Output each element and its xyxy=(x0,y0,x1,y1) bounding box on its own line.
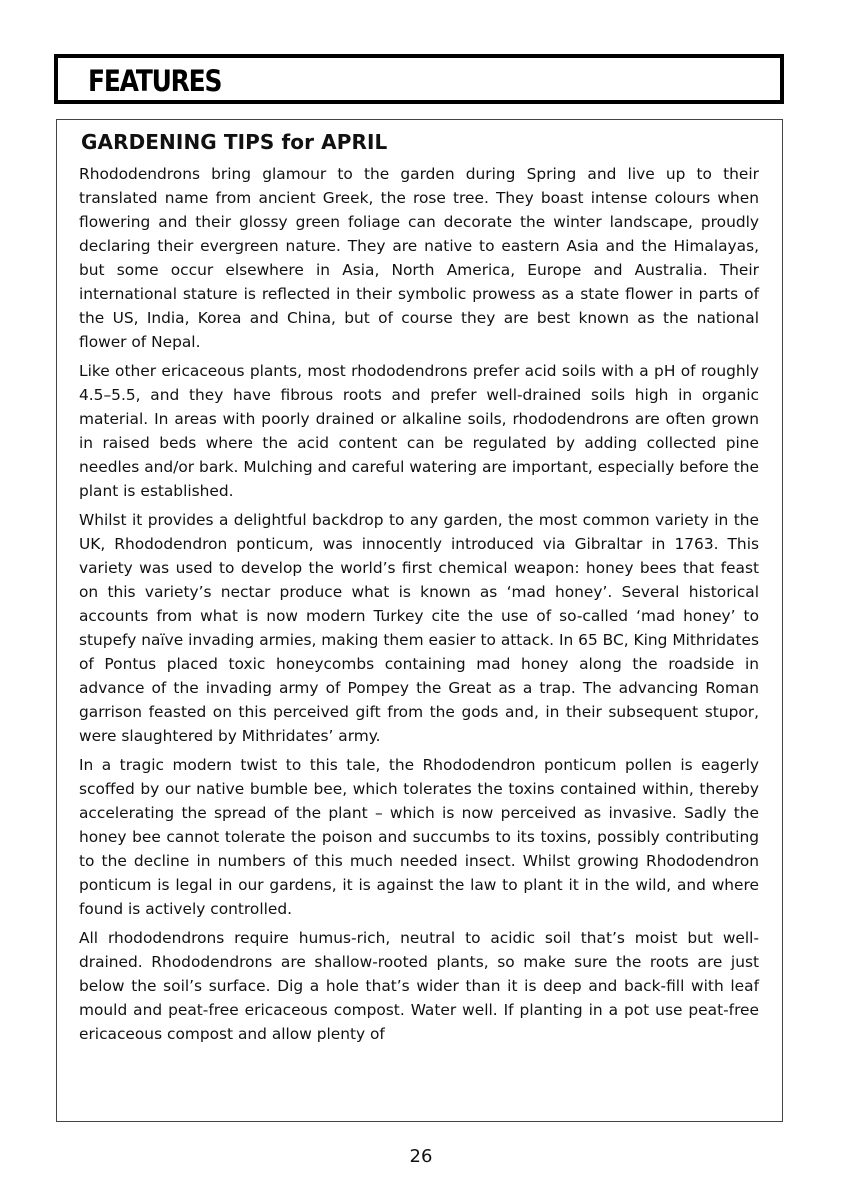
article-paragraph-2: Like other ericaceous plants, most rhododendrons prefer acid soils with a pH of roughly 4.5–5.5, and they have fibrous roots and prefer well-drained soils high in organic material. In areas with poorly drained or alkaline soils, rhododendrons are often grown in raised beds where the acid content can be regulated by adding collected pine needles and/or bark. Mulching and careful watering are important, especially before the plant is established. xyxy=(79,362,759,500)
article-paragraph-3: Whilst it provides a delightful backdrop to any garden, the most common variety in the UK, Rhododendron ponticum, was innocently introduced via Gibraltar in 1763. This variety was used to develop the world’s first chemical weapon: honey bees that feast on this variety’s nectar produce what is known as ‘mad honey’. Several historical accounts from what is now modern Turkey cite the use of so-called ‘mad honey’ to stupefy naïve invading armies, making them easier to attack. In 65 BC, King Mithridates of Pontus placed toxic honeycombs containing mad honey along the roadside in advance of the invading army of Pompey the Great as a trap. The advancing Roman garrison feasted on this perceived gift from the gods and, in their subsequent stupor, were slaughtered by Mithridates’ army. xyxy=(79,511,759,745)
section-label: FEATURES xyxy=(88,64,222,98)
section-header-box xyxy=(54,54,784,104)
article-box xyxy=(56,119,783,1122)
page-number: 26 xyxy=(409,1146,433,1167)
article-paragraph-5: All rhododendrons require humus-rich, neutral to acidic soil that’s moist but well-drained. Rhododendrons are shallow-rooted plants, so make sure the roots are just below the soil’s surface. Dig a hole that’s wider than it is deep and back-fill with leaf mould and peat-free ericaceous compost. Water well. If planting in a pot use peat-free ericaceous compost and allow plenty of xyxy=(79,929,759,1043)
article-title: GARDENING TIPS for APRIL xyxy=(81,130,388,154)
article-paragraph-4: In a tragic modern twist to this tale, the Rhododendron ponticum pollen is eagerly scoffed by our native bumble bee, which tolerates the toxins contained within, thereby accelerating the spread of the plant – which is now perceived as invasive. Sadly the honey bee cannot tolerate the poison and succumbs to its toxins, possibly contributing to the decline in numbers of this much needed insect. Whilst growing Rhododendron ponticum is legal in our gardens, it is against the law to plant it in the wild, and where found is actively controlled. xyxy=(79,756,759,918)
article-paragraph-1: Rhododendrons bring glamour to the garden during Spring and live up to their translated name from ancient Greek, the rose tree. They boast intense colours when flowering and their glossy green foliage can decorate the winter landscape, proudly declaring their evergreen nature. They are native to eastern Asia and the Himalayas, but some occur elsewhere in Asia, North America, Europe and Australia. Their international stature is reflected in their symbolic prowess as a state flower in parts of the US, India, Korea and China, but of course they are best known as the national flower of Nepal. xyxy=(79,165,759,351)
